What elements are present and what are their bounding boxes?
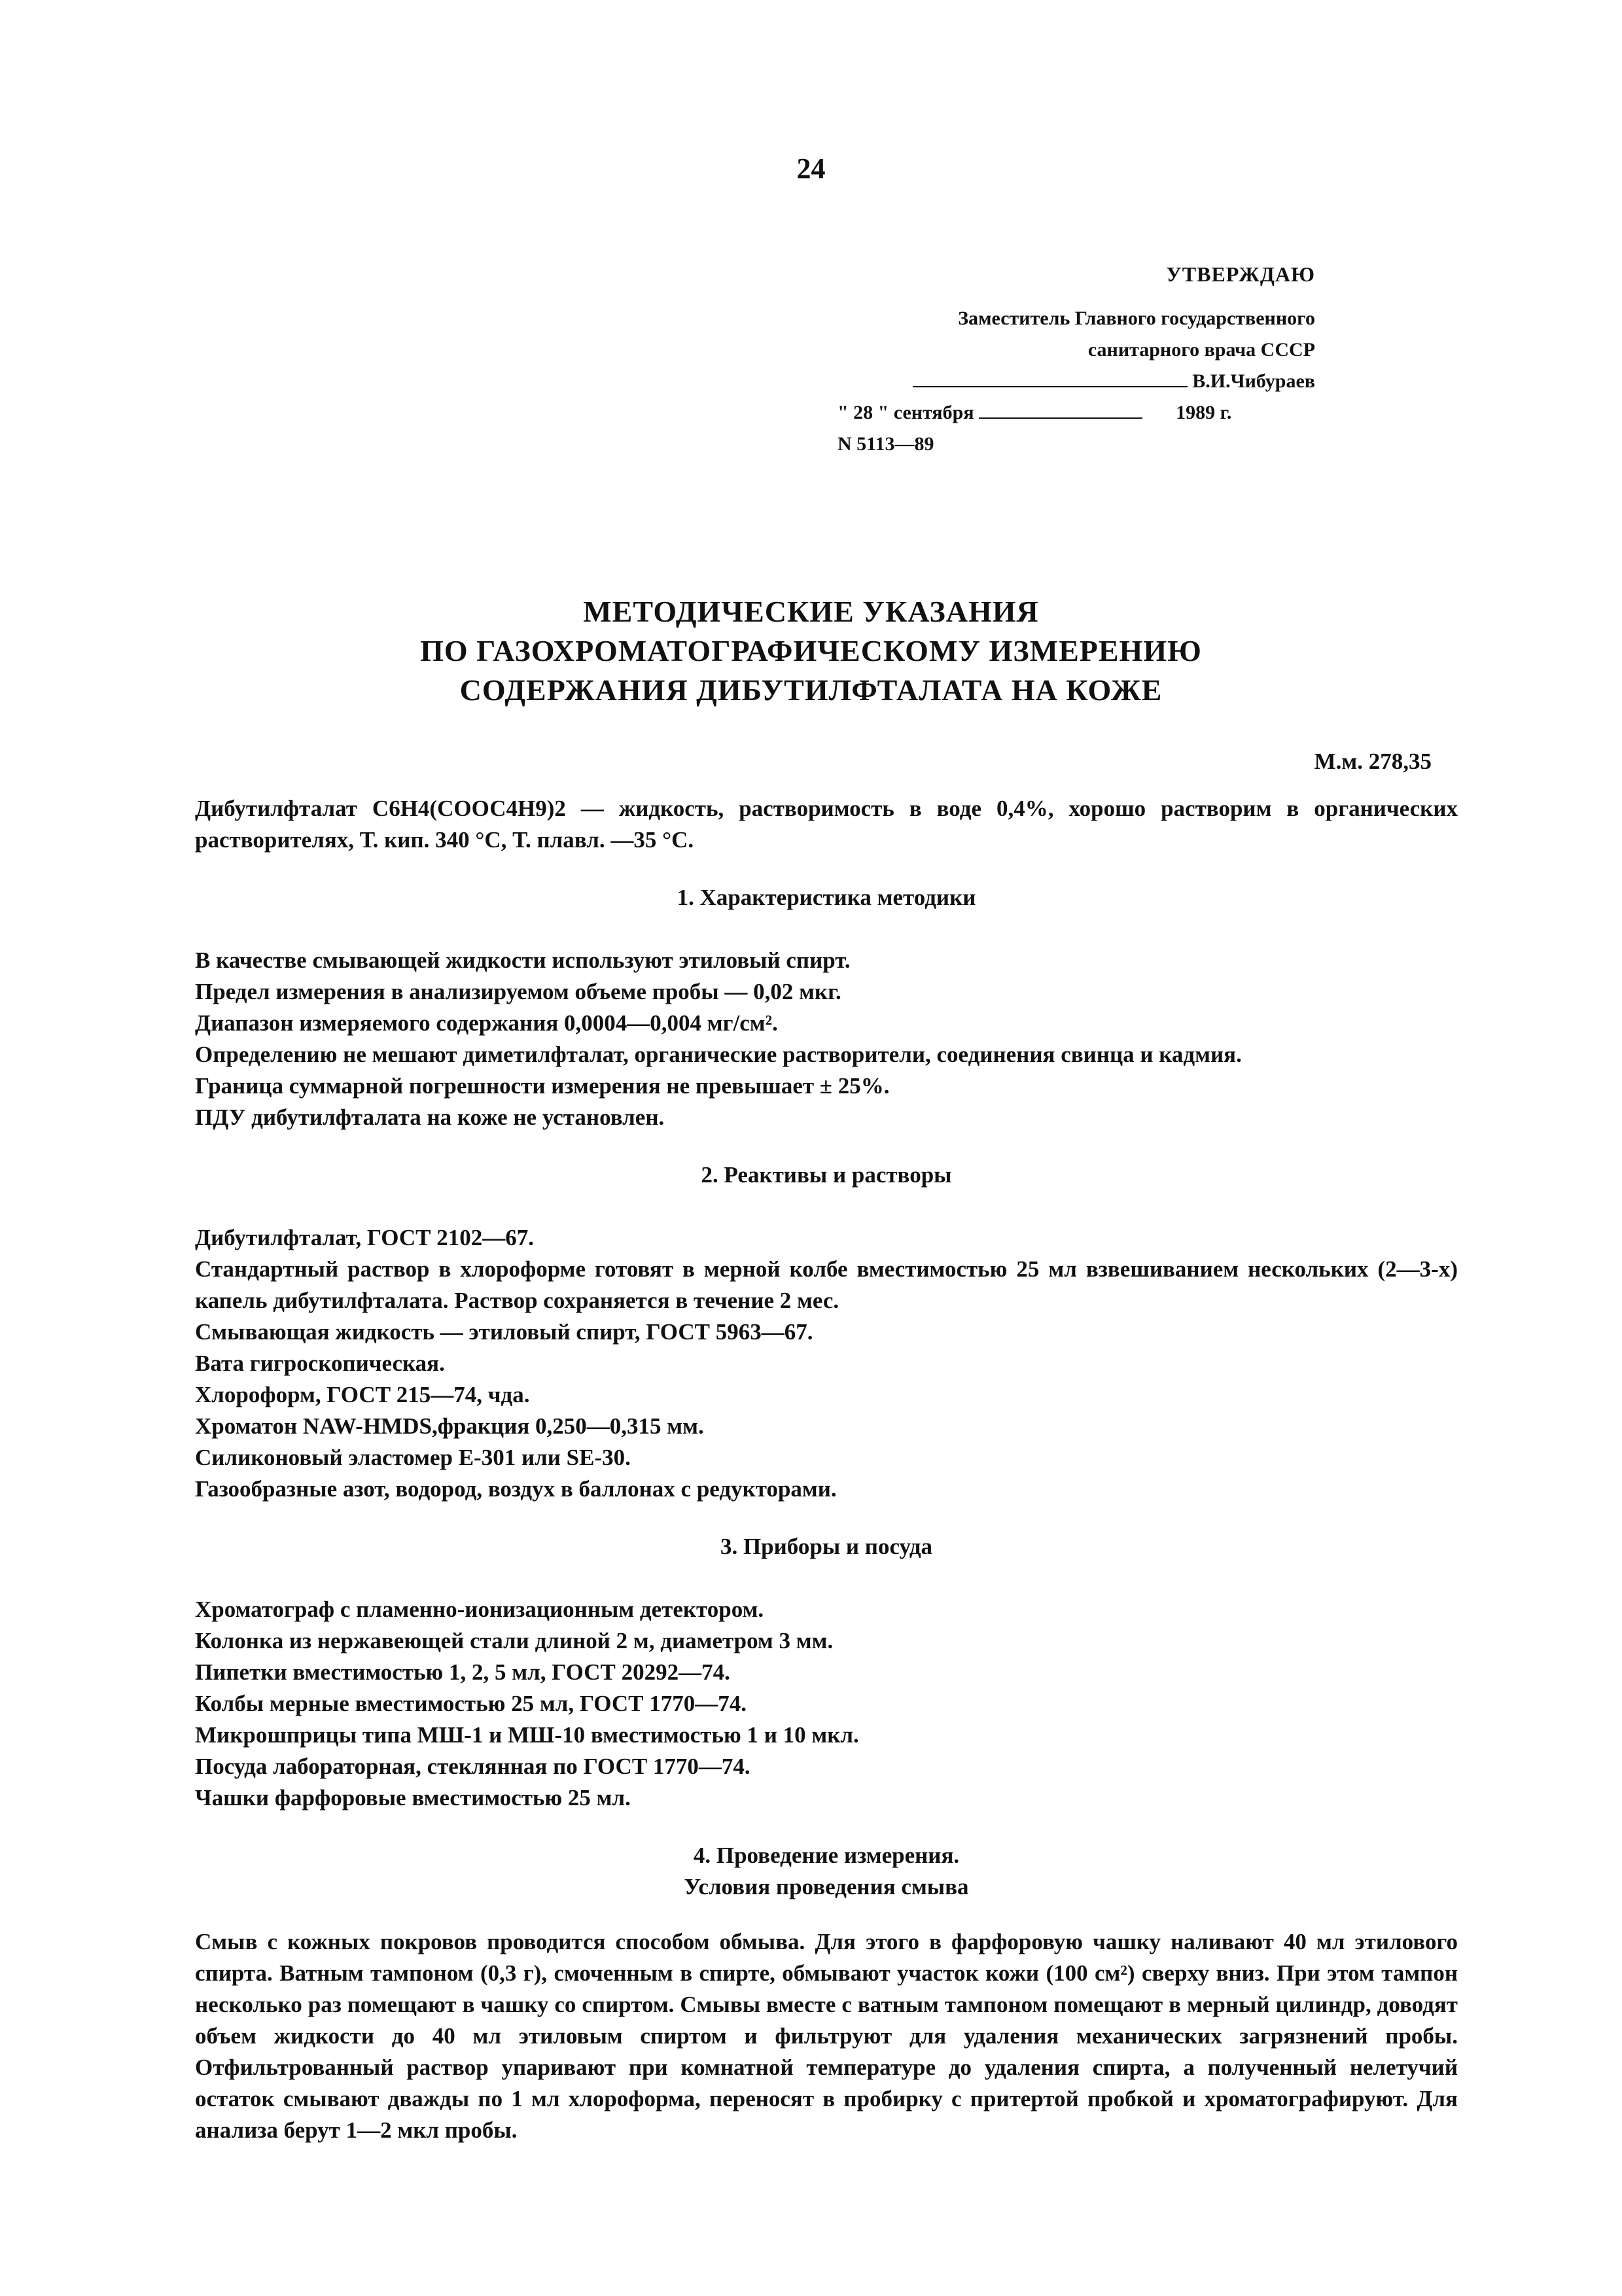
list-item: ПДУ дибутилфталата на коже не установлен. bbox=[195, 1104, 665, 1130]
approval-date-day: " 28 " сентября bbox=[837, 402, 974, 423]
list-item: Смывающая жидкость — этиловый спирт, ГОСТ 5963—67. bbox=[195, 1319, 813, 1345]
list-item: Вата гигроскопическая. bbox=[195, 1351, 445, 1376]
section3-list bbox=[195, 1594, 1458, 1814]
list-item: Определению не мешают диметилфталат, органические растворители, соединения свинца и кадмия. bbox=[195, 1042, 1242, 1067]
signature-line bbox=[913, 366, 1188, 387]
section4-heading-line1: 4. Проведение измерения. bbox=[693, 1843, 960, 1868]
list-item: Предел измерения в анализируемом объеме пробы — 0,02 мкг. bbox=[195, 979, 841, 1004]
document-title bbox=[0, 592, 1622, 710]
title-line1: МЕТОДИЧЕСКИЕ УКАЗАНИЯ bbox=[583, 595, 1039, 628]
section1-heading: 1. Характеристика методики bbox=[677, 885, 976, 910]
approval-position-line1: Заместитель Главного государственного bbox=[958, 308, 1315, 329]
list-item: Хроматон NAW-HMDS,фракция 0,250—0,315 мм. bbox=[195, 1413, 704, 1439]
title-line3: СОДЕРЖАНИЯ ДИБУТИЛФТАЛАТА НА КОЖЕ bbox=[459, 673, 1163, 707]
date-line bbox=[979, 398, 1142, 419]
molar-mass: М.м. 278,35 bbox=[1314, 749, 1432, 774]
approval-name: В.И.Чибураев bbox=[1192, 370, 1315, 392]
section4-heading bbox=[195, 1840, 1458, 1903]
list-item: Хроматограф с пламенно-ионизационным детектором. bbox=[195, 1597, 764, 1622]
section4-heading-line2: Условия проведения смыва bbox=[684, 1874, 969, 1899]
list-item: В качестве смывающей жидкости используют этиловый спирт. bbox=[195, 947, 851, 973]
list-item: Силиконовый эластомер Е-301 или SE-30. bbox=[195, 1445, 631, 1470]
title-line2: ПО ГАЗОХРОМАТОГРАФИЧЕСКОМУ ИЗМЕРЕНИЮ bbox=[420, 634, 1202, 667]
section2-heading: 2. Реактивы и растворы bbox=[701, 1162, 952, 1188]
list-item: Колонка из нержавеющей стали длиной 2 м, диаметром 3 мм. bbox=[195, 1628, 834, 1653]
section2-list bbox=[195, 1222, 1458, 1505]
section3-heading: 3. Приборы и посуда bbox=[720, 1534, 933, 1559]
list-item: Дибутилфталат, ГОСТ 2102—67. bbox=[195, 1225, 535, 1250]
approval-block bbox=[837, 258, 1315, 460]
page-number: 24 bbox=[796, 152, 826, 185]
list-item: Хлороформ, ГОСТ 215—74, чда. bbox=[195, 1382, 530, 1407]
list-item: Диапазон измеряемого содержания 0,0004—0,004 мг/см². bbox=[195, 1010, 778, 1036]
list-item: Граница суммарной погрешности измерения не превышает ± 25%. bbox=[195, 1073, 890, 1099]
list-item: Колбы мерные вместимостью 25 мл, ГОСТ 1770—74. bbox=[195, 1691, 747, 1716]
intro-paragraph: Дибутилфталат С6Н4(СООС4Н9)2 — жидкость, растворимость в воде 0,4%, хорошо растворим в органических растворителях, Т. кип. 340 °С, Т. плавл. —35 °С. bbox=[195, 796, 1458, 853]
section1-list bbox=[195, 945, 1458, 1133]
section4-paragraph: Смыв с кожных покровов проводится способом обмыва. Для этого в фарфоровую чашку наливают 40 мл этилового спирта. Ватным тампоном (0,3 г), смоченным в спирте, обмывают участок кожи (100 см²) сверху вниз. При этом тампон несколько раз помещают в чашку со спиртом. Смывы вместе с ватным тампоном помещают в мерный цилиндр, доводят объем жидкости до 40 мл этиловым спиртом и фильтруют для удаления механических загрязнений пробы. Отфильтрованный раствор упаривают при комнатной температуре до удаления спирта, а полученный нелетучий остаток смывают дважды по 1 мл хлороформа, переносят в пробирку с притертой пробкой и хроматографируют. Для анализа берут 1—2 мкл пробы. bbox=[195, 1929, 1458, 2143]
document-number: N 5113—89 bbox=[837, 433, 934, 455]
document-body bbox=[195, 746, 1458, 2146]
list-item: Посуда лабораторная, стеклянная по ГОСТ 1770—74. bbox=[195, 1754, 750, 1779]
approval-signature-row bbox=[837, 366, 1315, 397]
list-item: Микрошприцы типа МШ-1 и МШ-10 вместимостью 1 и 10 мкл. bbox=[195, 1722, 859, 1748]
approval-position-line2: санитарного врача СССР bbox=[1087, 339, 1315, 361]
list-item: Чашки фарфоровые вместимостью 25 мл. bbox=[195, 1785, 631, 1810]
list-item: Газообразные азот, водород, воздух в баллонах с редукторами. bbox=[195, 1476, 837, 1502]
approval-date-year: 1989 г. bbox=[1176, 402, 1232, 423]
approval-heading: УТВЕРЖДАЮ bbox=[1166, 262, 1315, 286]
approval-date-row bbox=[837, 397, 1315, 429]
list-item: Стандартный раствор в хлороформе готовят в мерной колбе вместимостью 25 мл взвешиванием нескольких (2—3-х) капель дибутилфталата. Раствор сохраняется в течение 2 мес. bbox=[195, 1256, 1458, 1313]
list-item: Пипетки вместимостью 1, 2, 5 мл, ГОСТ 20292—74. bbox=[195, 1659, 730, 1685]
